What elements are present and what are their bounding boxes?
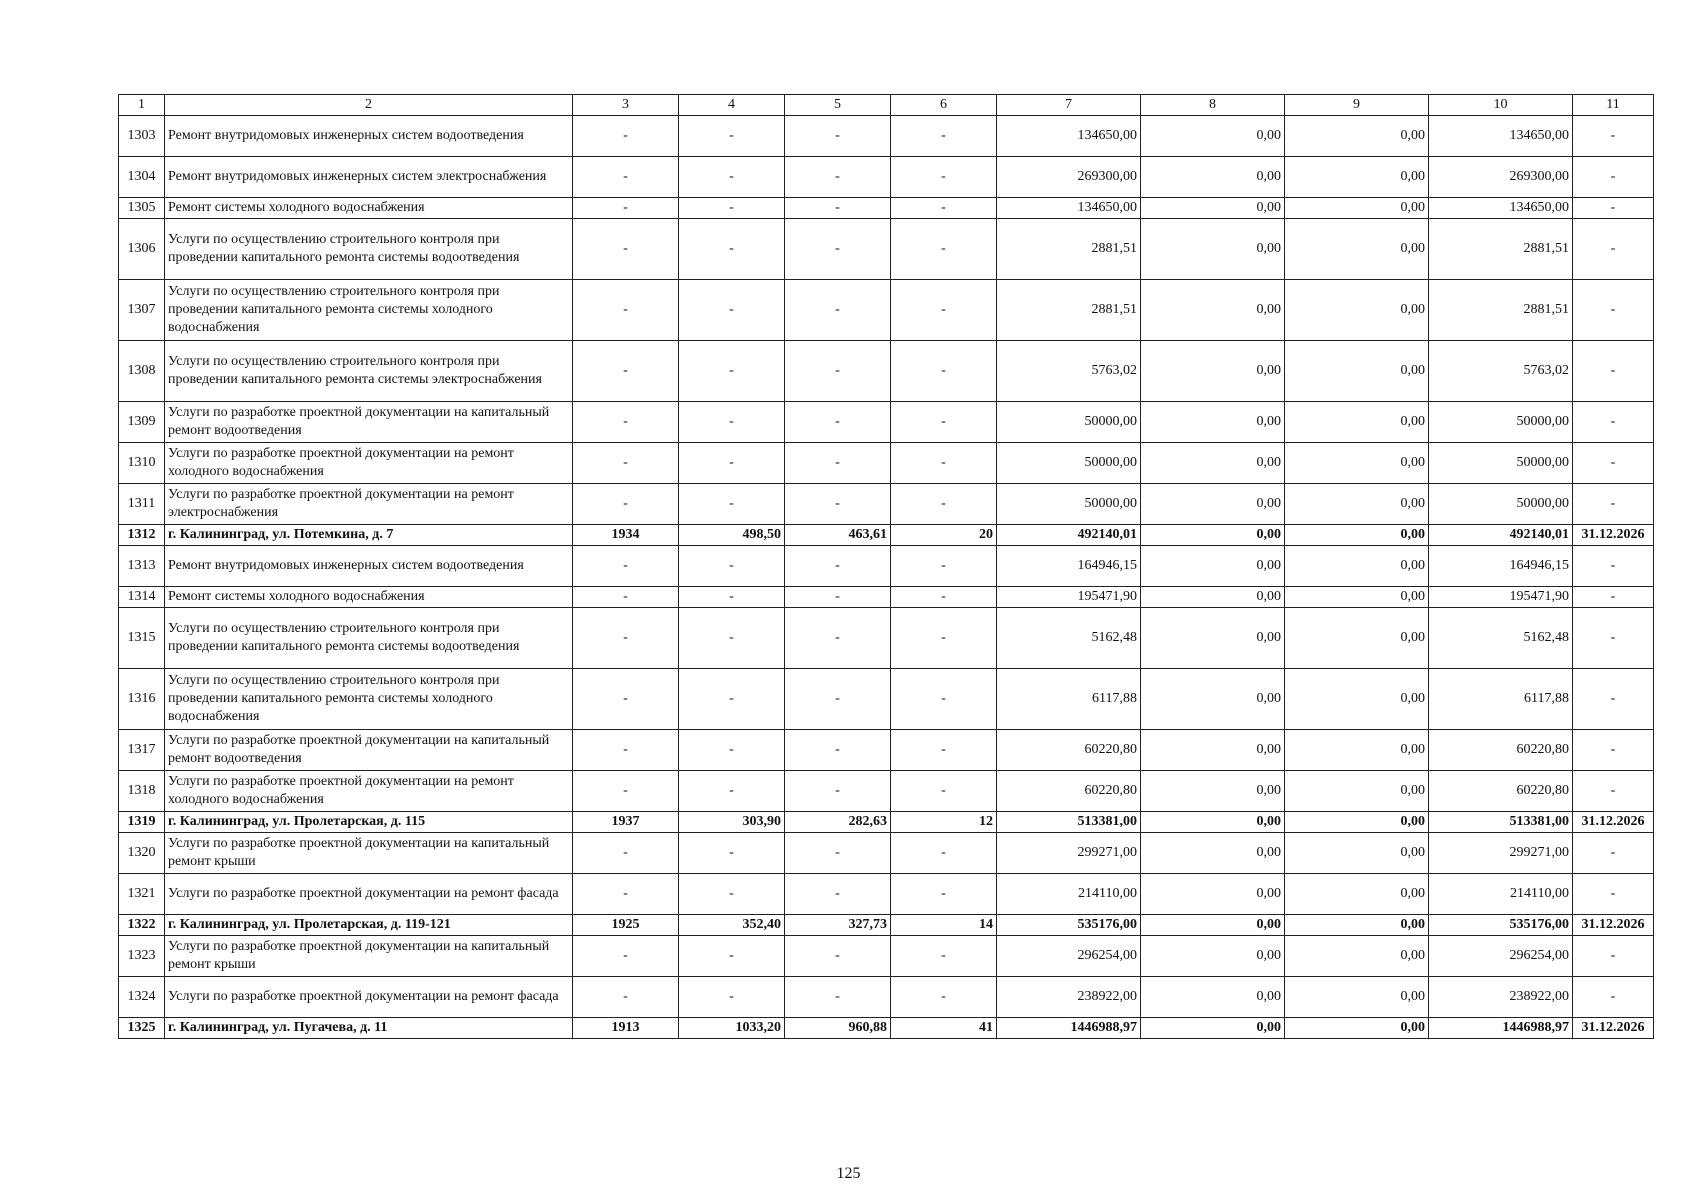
cell-col6: - <box>891 833 997 874</box>
cell-col11: - <box>1573 280 1654 341</box>
table-row <box>119 833 1654 874</box>
cell-col10: 5162,48 <box>1429 608 1573 669</box>
cell-col3: - <box>573 669 679 730</box>
cell-col3: - <box>573 341 679 402</box>
cell-col5: - <box>785 771 891 812</box>
row-number: 1325 <box>119 1018 165 1039</box>
cell-col7: 2881,51 <box>997 219 1141 280</box>
cell-col10: 535176,00 <box>1429 915 1573 936</box>
column-header: 8 <box>1141 95 1285 116</box>
cell-col9: 0,00 <box>1285 443 1429 484</box>
cell-col10: 50000,00 <box>1429 484 1573 525</box>
cell-col8: 0,00 <box>1141 608 1285 669</box>
cell-col8: 0,00 <box>1141 443 1285 484</box>
cell-col3: - <box>573 198 679 219</box>
cell-col10: 134650,00 <box>1429 198 1573 219</box>
cell-col5: - <box>785 219 891 280</box>
row-number: 1311 <box>119 484 165 525</box>
column-header: 9 <box>1285 95 1429 116</box>
column-header: 1 <box>119 95 165 116</box>
cell-col6: 20 <box>891 525 997 546</box>
cell-col3: - <box>573 730 679 771</box>
table-row <box>119 669 1654 730</box>
cell-col8: 0,00 <box>1141 546 1285 587</box>
column-header: 2 <box>165 95 573 116</box>
table-row <box>119 157 1654 198</box>
work-description: Услуги по разработке проектной документации на капитальный ремонт водоотведения <box>165 730 573 771</box>
cell-col3: - <box>573 280 679 341</box>
cell-col4: - <box>679 484 785 525</box>
address-row <box>119 915 1654 936</box>
row-number: 1303 <box>119 116 165 157</box>
cell-col9: 0,00 <box>1285 157 1429 198</box>
cell-col5: - <box>785 833 891 874</box>
work-description: Ремонт внутридомовых инженерных систем электроснабжения <box>165 157 573 198</box>
cell-col7: 513381,00 <box>997 812 1141 833</box>
work-description: Услуги по разработке проектной документации на ремонт холодного водоснабжения <box>165 771 573 812</box>
cell-col4: - <box>679 341 785 402</box>
cell-col9: 0,00 <box>1285 874 1429 915</box>
cell-col4: - <box>679 443 785 484</box>
row-number: 1304 <box>119 157 165 198</box>
cell-col8: 0,00 <box>1141 341 1285 402</box>
cell-col6: - <box>891 402 997 443</box>
cell-col5: 327,73 <box>785 915 891 936</box>
cell-col11: - <box>1573 402 1654 443</box>
address-row <box>119 1018 1654 1039</box>
row-number: 1310 <box>119 443 165 484</box>
table-row <box>119 402 1654 443</box>
cell-col10: 296254,00 <box>1429 936 1573 977</box>
column-header: 7 <box>997 95 1141 116</box>
cell-col9: 0,00 <box>1285 1018 1429 1039</box>
cell-col11: - <box>1573 116 1654 157</box>
cell-col9: 0,00 <box>1285 484 1429 525</box>
column-number-header-row <box>119 95 1654 116</box>
cell-col10: 134650,00 <box>1429 116 1573 157</box>
row-number: 1320 <box>119 833 165 874</box>
row-number: 1317 <box>119 730 165 771</box>
cell-col3: - <box>573 608 679 669</box>
cell-col6: - <box>891 936 997 977</box>
cell-col11: - <box>1573 771 1654 812</box>
cell-col7: 50000,00 <box>997 484 1141 525</box>
table-row <box>119 936 1654 977</box>
cell-col4: - <box>679 771 785 812</box>
cell-col4: 303,90 <box>679 812 785 833</box>
cell-col11: - <box>1573 587 1654 608</box>
row-number: 1319 <box>119 812 165 833</box>
work-description: Ремонт внутридомовых инженерных систем водоотведения <box>165 546 573 587</box>
cell-col7: 492140,01 <box>997 525 1141 546</box>
cell-col6: 41 <box>891 1018 997 1039</box>
cell-col11: - <box>1573 608 1654 669</box>
table-row <box>119 608 1654 669</box>
repair-plan-table <box>118 94 1654 1039</box>
cell-col5: - <box>785 936 891 977</box>
cell-col10: 50000,00 <box>1429 443 1573 484</box>
cell-col5: - <box>785 669 891 730</box>
row-number: 1322 <box>119 915 165 936</box>
work-description: Услуги по разработке проектной документации на капитальный ремонт крыши <box>165 936 573 977</box>
cell-col6: - <box>891 669 997 730</box>
row-number: 1323 <box>119 936 165 977</box>
cell-col10: 299271,00 <box>1429 833 1573 874</box>
cell-col7: 195471,90 <box>997 587 1141 608</box>
work-description: г. Калининград, ул. Потемкина, д. 7 <box>165 525 573 546</box>
cell-col6: - <box>891 874 997 915</box>
cell-col6: - <box>891 157 997 198</box>
cell-col7: 134650,00 <box>997 198 1141 219</box>
cell-col6: - <box>891 771 997 812</box>
cell-col11: - <box>1573 730 1654 771</box>
cell-col8: 0,00 <box>1141 669 1285 730</box>
cell-col10: 164946,15 <box>1429 546 1573 587</box>
table-row <box>119 198 1654 219</box>
cell-col4: - <box>679 874 785 915</box>
cell-col6: 12 <box>891 812 997 833</box>
cell-col9: 0,00 <box>1285 280 1429 341</box>
cell-col6: - <box>891 219 997 280</box>
cell-col9: 0,00 <box>1285 669 1429 730</box>
work-description: Услуги по осуществлению строительного контроля при проведении капитального ремонта системы электроснабжения <box>165 341 573 402</box>
work-description: г. Калининград, ул. Пугачева, д. 11 <box>165 1018 573 1039</box>
cell-col6: 14 <box>891 915 997 936</box>
row-number: 1324 <box>119 977 165 1018</box>
cell-col7: 134650,00 <box>997 116 1141 157</box>
work-description: Услуги по осуществлению строительного контроля при проведении капитального ремонта системы водоотведения <box>165 608 573 669</box>
cell-col11: 31.12.2026 <box>1573 915 1654 936</box>
cell-col4: 352,40 <box>679 915 785 936</box>
cell-col5: - <box>785 587 891 608</box>
cell-col4: - <box>679 198 785 219</box>
cell-col8: 0,00 <box>1141 977 1285 1018</box>
cell-col8: 0,00 <box>1141 730 1285 771</box>
cell-col11: - <box>1573 546 1654 587</box>
cell-col3: - <box>573 484 679 525</box>
cell-col4: - <box>679 157 785 198</box>
cell-col7: 2881,51 <box>997 280 1141 341</box>
page-number: 125 <box>836 1165 861 1182</box>
cell-col5: - <box>785 443 891 484</box>
cell-col7: 5162,48 <box>997 608 1141 669</box>
cell-col4: 498,50 <box>679 525 785 546</box>
cell-col8: 0,00 <box>1141 936 1285 977</box>
cell-col11: 31.12.2026 <box>1573 1018 1654 1039</box>
cell-col7: 60220,80 <box>997 730 1141 771</box>
work-description: Услуги по разработке проектной документации на ремонт электроснабжения <box>165 484 573 525</box>
cell-col11: - <box>1573 198 1654 219</box>
cell-col5: 960,88 <box>785 1018 891 1039</box>
cell-col7: 299271,00 <box>997 833 1141 874</box>
cell-col9: 0,00 <box>1285 341 1429 402</box>
work-description: г. Калининград, ул. Пролетарская, д. 119-121 <box>165 915 573 936</box>
cell-col9: 0,00 <box>1285 915 1429 936</box>
cell-col3: - <box>573 874 679 915</box>
cell-col4: - <box>679 587 785 608</box>
cell-col9: 0,00 <box>1285 771 1429 812</box>
cell-col8: 0,00 <box>1141 812 1285 833</box>
cell-col3: 1925 <box>573 915 679 936</box>
row-number: 1312 <box>119 525 165 546</box>
cell-col4: - <box>679 977 785 1018</box>
table-row <box>119 977 1654 1018</box>
column-header: 6 <box>891 95 997 116</box>
cell-col3: - <box>573 219 679 280</box>
table-row <box>119 116 1654 157</box>
column-header: 3 <box>573 95 679 116</box>
table-row <box>119 484 1654 525</box>
cell-col4: - <box>679 219 785 280</box>
work-description: Ремонт системы холодного водоснабжения <box>165 587 573 608</box>
cell-col11: - <box>1573 157 1654 198</box>
cell-col11: - <box>1573 484 1654 525</box>
cell-col9: 0,00 <box>1285 198 1429 219</box>
cell-col10: 60220,80 <box>1429 771 1573 812</box>
cell-col6: - <box>891 587 997 608</box>
row-number: 1314 <box>119 587 165 608</box>
table-row <box>119 546 1654 587</box>
row-number: 1313 <box>119 546 165 587</box>
work-description: Услуги по разработке проектной документации на капитальный ремонт водоотведения <box>165 402 573 443</box>
cell-col6: - <box>891 608 997 669</box>
cell-col7: 296254,00 <box>997 936 1141 977</box>
cell-col7: 164946,15 <box>997 546 1141 587</box>
cell-col8: 0,00 <box>1141 198 1285 219</box>
column-header: 5 <box>785 95 891 116</box>
cell-col9: 0,00 <box>1285 219 1429 280</box>
cell-col4: - <box>679 669 785 730</box>
cell-col7: 5763,02 <box>997 341 1141 402</box>
cell-col9: 0,00 <box>1285 525 1429 546</box>
cell-col11: - <box>1573 936 1654 977</box>
table-row <box>119 730 1654 771</box>
cell-col6: - <box>891 443 997 484</box>
cell-col6: - <box>891 198 997 219</box>
cell-col9: 0,00 <box>1285 587 1429 608</box>
cell-col4: - <box>679 402 785 443</box>
work-description: Ремонт внутридомовых инженерных систем водоотведения <box>165 116 573 157</box>
cell-col10: 492140,01 <box>1429 525 1573 546</box>
cell-col11: - <box>1573 443 1654 484</box>
cell-col11: - <box>1573 669 1654 730</box>
cell-col4: - <box>679 833 785 874</box>
cell-col10: 513381,00 <box>1429 812 1573 833</box>
cell-col5: - <box>785 402 891 443</box>
cell-col3: - <box>573 443 679 484</box>
cell-col6: - <box>891 341 997 402</box>
cell-col3: 1937 <box>573 812 679 833</box>
cell-col10: 50000,00 <box>1429 402 1573 443</box>
cell-col11: - <box>1573 219 1654 280</box>
cell-col3: 1934 <box>573 525 679 546</box>
cell-col5: - <box>785 341 891 402</box>
cell-col9: 0,00 <box>1285 936 1429 977</box>
cell-col5: - <box>785 977 891 1018</box>
cell-col6: - <box>891 546 997 587</box>
cell-col5: 282,63 <box>785 812 891 833</box>
work-description: Услуги по осуществлению строительного контроля при проведении капитального ремонта системы водоотведения <box>165 219 573 280</box>
cell-col3: - <box>573 116 679 157</box>
cell-col5: - <box>785 157 891 198</box>
work-description: г. Калининград, ул. Пролетарская, д. 115 <box>165 812 573 833</box>
cell-col8: 0,00 <box>1141 915 1285 936</box>
cell-col3: - <box>573 587 679 608</box>
column-header: 4 <box>679 95 785 116</box>
row-number: 1315 <box>119 608 165 669</box>
cell-col8: 0,00 <box>1141 280 1285 341</box>
cell-col6: - <box>891 116 997 157</box>
cell-col3: - <box>573 771 679 812</box>
table-row <box>119 219 1654 280</box>
cell-col9: 0,00 <box>1285 402 1429 443</box>
cell-col10: 5763,02 <box>1429 341 1573 402</box>
cell-col8: 0,00 <box>1141 402 1285 443</box>
cell-col10: 214110,00 <box>1429 874 1573 915</box>
cell-col11: 31.12.2026 <box>1573 525 1654 546</box>
cell-col6: - <box>891 730 997 771</box>
table-row <box>119 587 1654 608</box>
cell-col5: - <box>785 116 891 157</box>
cell-col9: 0,00 <box>1285 833 1429 874</box>
cell-col3: - <box>573 546 679 587</box>
cell-col8: 0,00 <box>1141 833 1285 874</box>
cell-col7: 60220,80 <box>997 771 1141 812</box>
cell-col10: 60220,80 <box>1429 730 1573 771</box>
cell-col4: - <box>679 116 785 157</box>
cell-col5: - <box>785 280 891 341</box>
row-number: 1307 <box>119 280 165 341</box>
cell-col6: - <box>891 484 997 525</box>
cell-col8: 0,00 <box>1141 1018 1285 1039</box>
row-number: 1305 <box>119 198 165 219</box>
cell-col3: - <box>573 977 679 1018</box>
cell-col7: 6117,88 <box>997 669 1141 730</box>
cell-col9: 0,00 <box>1285 812 1429 833</box>
cell-col9: 0,00 <box>1285 608 1429 669</box>
cell-col10: 195471,90 <box>1429 587 1573 608</box>
address-row <box>119 525 1654 546</box>
cell-col3: - <box>573 833 679 874</box>
cell-col8: 0,00 <box>1141 116 1285 157</box>
cell-col4: - <box>679 936 785 977</box>
cell-col9: 0,00 <box>1285 116 1429 157</box>
cell-col7: 50000,00 <box>997 402 1141 443</box>
column-header: 11 <box>1573 95 1654 116</box>
cell-col10: 2881,51 <box>1429 280 1573 341</box>
cell-col9: 0,00 <box>1285 730 1429 771</box>
table-row <box>119 443 1654 484</box>
column-header: 10 <box>1429 95 1573 116</box>
work-description: Услуги по разработке проектной документации на ремонт холодного водоснабжения <box>165 443 573 484</box>
work-description: Услуги по разработке проектной документации на ремонт фасада <box>165 977 573 1018</box>
row-number: 1318 <box>119 771 165 812</box>
cell-col3: 1913 <box>573 1018 679 1039</box>
work-description: Услуги по осуществлению строительного контроля при проведении капитального ремонта системы холодного водоснабжения <box>165 280 573 341</box>
work-description: Услуги по разработке проектной документации на ремонт фасада <box>165 874 573 915</box>
cell-col5: - <box>785 198 891 219</box>
table-row <box>119 341 1654 402</box>
table-row <box>119 874 1654 915</box>
cell-col9: 0,00 <box>1285 546 1429 587</box>
row-number: 1316 <box>119 669 165 730</box>
cell-col11: - <box>1573 977 1654 1018</box>
cell-col7: 214110,00 <box>997 874 1141 915</box>
cell-col10: 238922,00 <box>1429 977 1573 1018</box>
cell-col11: - <box>1573 874 1654 915</box>
row-number: 1321 <box>119 874 165 915</box>
cell-col3: - <box>573 157 679 198</box>
cell-col5: - <box>785 484 891 525</box>
cell-col5: - <box>785 608 891 669</box>
cell-col4: 1033,20 <box>679 1018 785 1039</box>
table-row <box>119 280 1654 341</box>
cell-col8: 0,00 <box>1141 484 1285 525</box>
cell-col10: 1446988,97 <box>1429 1018 1573 1039</box>
row-number: 1306 <box>119 219 165 280</box>
cell-col3: - <box>573 936 679 977</box>
cell-col7: 238922,00 <box>997 977 1141 1018</box>
cell-col10: 2881,51 <box>1429 219 1573 280</box>
cell-col3: - <box>573 402 679 443</box>
cell-col8: 0,00 <box>1141 219 1285 280</box>
cell-col8: 0,00 <box>1141 525 1285 546</box>
cell-col11: 31.12.2026 <box>1573 812 1654 833</box>
work-description: Ремонт системы холодного водоснабжения <box>165 198 573 219</box>
work-description: Услуги по осуществлению строительного контроля при проведении капитального ремонта системы холодного водоснабжения <box>165 669 573 730</box>
cell-col6: - <box>891 280 997 341</box>
cell-col4: - <box>679 730 785 771</box>
cell-col11: - <box>1573 833 1654 874</box>
cell-col7: 269300,00 <box>997 157 1141 198</box>
cell-col4: - <box>679 546 785 587</box>
row-number: 1308 <box>119 341 165 402</box>
cell-col4: - <box>679 608 785 669</box>
cell-col11: - <box>1573 341 1654 402</box>
cell-col8: 0,00 <box>1141 771 1285 812</box>
cell-col5: - <box>785 546 891 587</box>
cell-col8: 0,00 <box>1141 157 1285 198</box>
cell-col10: 6117,88 <box>1429 669 1573 730</box>
address-row <box>119 812 1654 833</box>
cell-col10: 269300,00 <box>1429 157 1573 198</box>
cell-col7: 50000,00 <box>997 443 1141 484</box>
cell-col5: - <box>785 730 891 771</box>
cell-col4: - <box>679 280 785 341</box>
work-description: Услуги по разработке проектной документации на капитальный ремонт крыши <box>165 833 573 874</box>
row-number: 1309 <box>119 402 165 443</box>
table-row <box>119 771 1654 812</box>
cell-col8: 0,00 <box>1141 874 1285 915</box>
cell-col5: 463,61 <box>785 525 891 546</box>
cell-col5: - <box>785 874 891 915</box>
cell-col7: 1446988,97 <box>997 1018 1141 1039</box>
cell-col7: 535176,00 <box>997 915 1141 936</box>
cell-col6: - <box>891 977 997 1018</box>
cell-col9: 0,00 <box>1285 977 1429 1018</box>
cell-col8: 0,00 <box>1141 587 1285 608</box>
